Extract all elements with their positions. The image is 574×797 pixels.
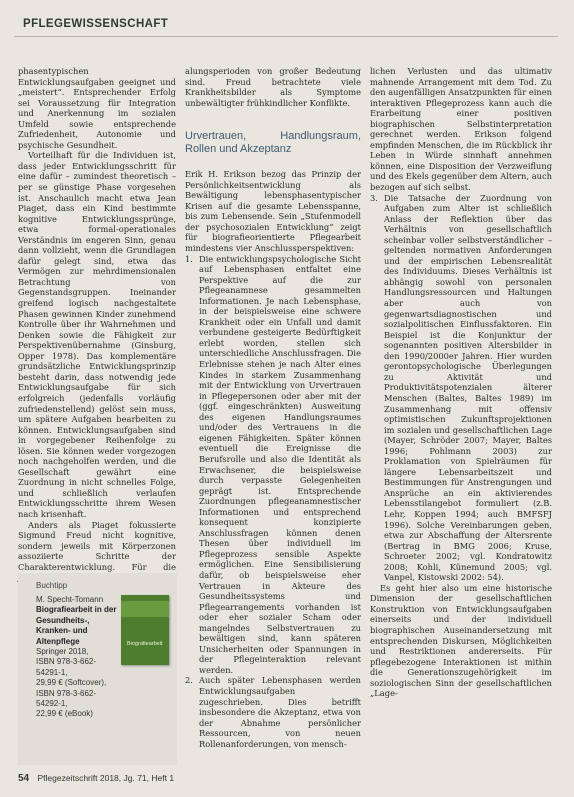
list-number: 3. <box>370 192 378 203</box>
section-title: PFLEGEWISSENSCHAFT <box>23 18 169 30</box>
page-footer <box>18 773 558 784</box>
column-3 <box>370 66 552 699</box>
list-item <box>370 193 552 583</box>
book-info <box>36 595 118 720</box>
cover-band <box>121 601 169 617</box>
paragraph: Es geht hier also um eine historische Dimension der gesellschaftlichen Konstruktion von Entwicklungsaufgaben einerseits und der individuell biographischen Auseinandersetzung mit entsprechenden Diskursen, Möglichkeiten und Restriktionen andererseits. Für pflegebezogene Interaktionen ist mithin die Generationszugehörigkeit im soziologischen Sinn der gesellschaftlichen „Lage- <box>370 582 552 699</box>
paragraph: Anders als Piaget fokussierte Sigmund Freud nicht kognitive, sondern jeweils mit Körperzonen assoziierte Schritte der Charakterentwicklung. Für die <box>18 519 176 572</box>
subheading: Urvertrauen, Handlungsraum, Rollen und Akzeptanz <box>185 130 361 155</box>
book-isbn: ISBN 978-3-662-54291-1, <box>36 657 97 677</box>
book-price: 29,99 € (Softcover), <box>36 678 107 688</box>
cover-title: Biografiearbeit <box>127 641 163 647</box>
book-price: 22,99 € (eBook) <box>36 709 93 719</box>
list-item <box>185 675 361 749</box>
list-number: 1. <box>185 253 193 264</box>
book-cover-image <box>121 595 169 665</box>
book-publisher: Springer 2018, <box>36 647 89 657</box>
list-number: 2. <box>185 675 193 686</box>
paragraph: lichen Verlusten und das ultimativ mahnende Arrangement mit dem Tod. Zu den augenfälligen Ansatzpunkten für einen interaktiven Pflegeprozess kann auch die Erarbeitung einer positiven biographischen Selbstinterpretation gerechnet werden. Erikson folgend empfinden Menschen, die im Rückblick ihr Leben in Würde sinnhaft annehmen können, eine Disposition der Verzweiflung und des Ekels gegenüber dem Altern, auch bezogen auf sich selbst. <box>370 66 552 193</box>
book-isbn: ISBN 978-3-662-54292-1, <box>36 688 97 709</box>
paragraph: phasentypischen Entwicklungsaufgaben geeignet und „meistert“. Entsprechender Erfolg sei Voraussetzung für Integration und Anerkennung im sozialen Umfeld sowie entsprechende Zufriedenheit, Autonomie und psychische Gesundheit. <box>18 66 176 150</box>
paragraph: alungsperioden von großer Bedeutung sind. Freud betrachtete viele Krankheitsbilder als Symptome unbewältigter frühkindlicher Konflikte. <box>185 66 361 108</box>
list-item <box>185 254 361 676</box>
list-text: Auch später Lebensphasen werden Entwicklungsaufgaben zugeschrieben. Dies betrifft insbesondere die Akzeptanz, etwa von der Abnahme persönlicher Ressourcen, von neuen Rollenanforderungen, von mensch- <box>199 675 361 749</box>
book-author: M. Specht-Tomann <box>36 595 104 604</box>
list-text: Die Tatsache der Zuordnung von Aufgaben zum Alter ist schließlich Anlass der Reflektion über das Verhältnis von gesellschaftlich scheinbar voller selbstverständlicher – geltenden normativen Anforderungen und der empirischen Lebensrealität des Individuums. Dieses Verhältnis ist abhängig sowohl von personalen Handlungsressourcen und Haltungen aber auch von gegenwartsdiagnostischen und sozialpolitischen Einflussfaktoren. Ein Beispiel ist die Konjunktur der sogenannten positiven Altersbilder in den 1990/2000er Jahren. Hier wurden gerontopsychologische Überlegungen zu Aktivität und Produktivitätspotenzialen älterer Menschen (Baltes, Baltes 1989) im Zusammenhang mit offensiv optimistischen Zukunftsprojektionen im sozialen und gesellschaftlichen Lage (Mayer, Schröder 2007; Mayer, Baltes 1996; Pohlmann 2003) zur Proklamation von Spielräumen für längere Lebensarbeitszeit und Bestimmungen für Anstrengungen und Ansprüche an ein aktivierendes Lebensstilangebot formuliert (z.B. Lehr, Koppen 1994; auch BMFSFJ 1996). Solche Vereinbarungen geben, etwa zur Abschaffung der Altersrente (Bertrag in BMG 2006; Kruse, Schroeter 2002; vgl. Kondratowitz 2008; Kohli, Künemund 2005; vgl. Vanpel, Kistowski 2002: 54). <box>384 192 552 583</box>
book-tip-label: Buchtipp <box>36 581 68 590</box>
column-1 <box>18 66 176 583</box>
journal-citation: Pflegezeitschrift 2018, Jg. 71, Heft 1 <box>37 773 175 783</box>
column-2 <box>185 66 361 749</box>
page-number: 54 <box>18 773 30 784</box>
list-text: Die entwicklungspsychologische Sicht auf Lebensphasen entfaltet eine Perspektive auf die zur Pflegeanamnese gesammelten Informationen. Je nach Lebensphase, in der beispielsweise eine schwere Krankheit oder ein Unfall und damit verbundene gesteigerte Bedürftigkeit erlebt worden, stellen sich unterschiedliche Anschlussfragen. Die Erlebnisse stehen je nach Alter eines Kindes in starkem Zusammenhang mit der Entwicklung von Urvertrauen in Pflegepersonen oder aber mit der (ggf. eingeschränkten) Ausweitung des eigenen Handlungsraumes und/oder des Vertrauens in die eigenen Fähigkeiten. Später können eventuell die Ereignisse die Berufsrolle und also die Identität als Erwachsener, die beispielsweise durch verpasste Gelegenheiten geprägt ist. Entsprechende Zuordnungen pflegeanamnestischer Informationen und entsprechend konsequent konzipierte Anschlussfragen können denen Thesen über individuell im Pflegeprozess sensible Aspekte ermöglichen. Eine Sensibilisierung dafür, ob beispielsweise eher Vertrauen in Akteure des Gesundheitssystems und Pflegearrangements vorhanden ist oder eher sozialer Scham oder mangelndes Selbstvertrauen zu bewältigen sind, kann späteren Unsicherheiten oder Spannungen in der Pflegeinteraktion relevant werden. <box>199 253 361 675</box>
paragraph: Vorteilhaft für die Individuen ist, dass jeder Entwicklungsschritt für eine dafür – zumindest theoretisch – per se günstige Phase vorgesehen ist. Anschaulich macht etwa Jean Piaget, dass ein Kind bestimmte kognitive Entwicklungssprünge, etwa formal-operationales Verständnis im engeren Sinn, genau dann vollzieht, wenn die Grundlagen dafür gelegt sind, etwa das Vermögen zur mehrdimensionalen Betrachtung von Gegenstandsgruppen. Ineinander greifend logisch nachgestaltete Phasen gewinnen Kinder zunehmend Kontrolle über ihr Wahrnehmen und Denken sowie die Fähigkeit zur Perspektivenübernahme (Ginsburg, Opper 1978). Das komplementäre grundsätzliche Entwicklungsprinzip besteht darin, dass notwendig jede Entwicklungsaufgabe für sich erfolgreich (jedenfalls vorläufig zufriedenstellend) gelöst sein muss, um spätere Aufgaben bearbeiten zu können. Entwicklungsaufgaben sind in vorgegebener Reihenfolge zu lösen. Sie können weder vorgezogen noch nachgeholfen werden, und die Gesellschaft gewährt eine Zuordnung in nicht schnelles Folge, und schließlich verlaufen Entwicklungsschritte ihrem Wesen nach krisenhaft. <box>18 150 176 519</box>
book-title: Biografiearbeit in der Gesundheits-, Kranken- und Altenpflege <box>36 605 117 646</box>
book-tip-box <box>18 573 177 765</box>
paragraph: Erik H. Erikson bezog das Prinzip der Persönlichkeitsentwicklung als Bewältigung lebensphasentypischer Krisen auf die gesamte Lebensspanne, bis zum Lebensende. Sein „Stufenmodell der psychosozialen Entwicklung“ zeigt für biografieorientierte Pflegearbeit mindestens vier Anschlussperspektiven: <box>185 169 361 254</box>
